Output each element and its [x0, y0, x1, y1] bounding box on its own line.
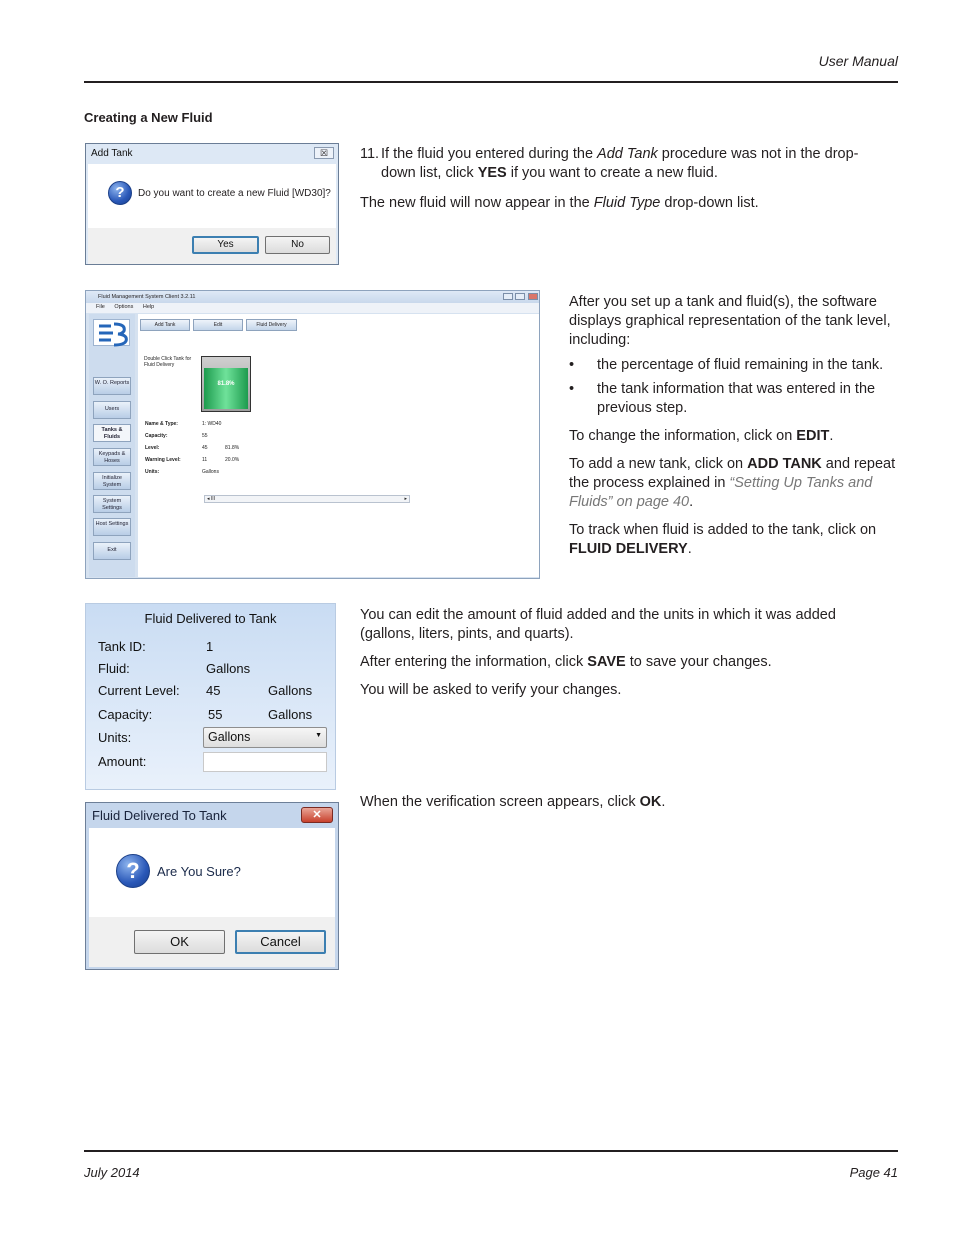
- step-11-text: [360, 145, 890, 222]
- current-level-value: 45: [206, 683, 221, 698]
- sidebar-tanks-fluids[interactable]: Tanks & Fluids: [93, 424, 131, 442]
- step-bold: YES: [477, 165, 507, 181]
- bullet-2: the tank information that was entered in the previous step.: [597, 381, 876, 416]
- menu-help[interactable]: Help: [142, 304, 155, 310]
- footer-rule: [84, 1150, 898, 1152]
- form-title: Fluid Delivered to Tank: [144, 611, 277, 626]
- step-text: procedure was not in the drop-down list, click: [381, 146, 859, 181]
- units-select[interactable]: [203, 727, 327, 748]
- form-para-3: You will be asked to verify your changes.: [360, 682, 622, 698]
- horizontal-scrollbar[interactable]: [204, 495, 410, 503]
- question-icon: ?: [116, 854, 150, 888]
- fluid-delivered-form: [85, 603, 336, 790]
- no-button[interactable]: No: [265, 236, 330, 254]
- ok-button[interactable]: OK: [134, 930, 225, 954]
- value-name-type: 1: WD40: [202, 421, 222, 427]
- fluid-label: Fluid:: [98, 661, 130, 676]
- capacity-unit: Gallons: [268, 707, 313, 722]
- capacity-label: Capacity:: [98, 707, 153, 722]
- add-text: and repeat the process explained in: [569, 456, 896, 491]
- cross-reference-link[interactable]: “Setting Up Tanks and Fluids” on page 40: [569, 475, 873, 510]
- warning-percent: 20.0%: [225, 457, 240, 463]
- footer-page: Page 41: [849, 1165, 898, 1180]
- confirm-title: Fluid Delivered To Tank: [92, 808, 227, 823]
- verify-text: [360, 793, 890, 821]
- menu-bar: [86, 303, 539, 313]
- sidebar-exit[interactable]: Exit: [93, 542, 131, 560]
- dialog-message: Do you want to create a new Fluid [WD30]?: [138, 188, 331, 199]
- edit-button[interactable]: Edit: [193, 319, 243, 331]
- form-para-2-bold: SAVE: [587, 654, 626, 670]
- units-label: Units:: [98, 730, 132, 745]
- question-icon: ?: [108, 181, 132, 205]
- verify-bold: OK: [639, 794, 662, 810]
- form-para-1: You can edit the amount of fluid added and the units in which it was added (gallons, liters, pints, and quarts).: [360, 607, 836, 642]
- label-units: Units:: [145, 469, 160, 475]
- graphic-description: [569, 293, 899, 568]
- verify-text-part: When the verification screen appears, click: [360, 794, 640, 810]
- after-text: drop-down list.: [660, 195, 759, 211]
- form-para-2: to save your changes.: [625, 654, 772, 670]
- dialog-footer: [88, 228, 336, 264]
- add-tank-dialog: [85, 143, 339, 265]
- sidebar-users[interactable]: Users: [93, 401, 131, 419]
- fms-window: [85, 290, 540, 579]
- label-warning-level: Warning Level:: [145, 457, 181, 463]
- form-description: [360, 606, 890, 709]
- edit-text: .: [829, 428, 834, 444]
- current-level-label: Current Level:: [98, 683, 180, 698]
- bullet: •: [569, 381, 575, 397]
- dialog-body: [88, 164, 336, 228]
- sidebar-keypads-hoses[interactable]: Keypads & Hoses: [93, 448, 131, 466]
- tank-fill: [204, 368, 248, 409]
- tank-percent: 81.8%: [217, 381, 235, 387]
- main-panel: [138, 314, 539, 577]
- add-bold: ADD TANK: [747, 456, 822, 472]
- graphic-intro: After you set up a tank and fluid(s), the software displays graphical representation of the tank level, including:: [569, 294, 891, 348]
- header-title: User Manual: [818, 53, 898, 69]
- footer-date: July 2014: [84, 1165, 140, 1180]
- track-text: .: [687, 541, 692, 557]
- scroll-left-icon[interactable]: ◂ III: [207, 496, 216, 502]
- maximize-button[interactable]: [515, 293, 525, 300]
- value-capacity: 55: [202, 433, 208, 439]
- track-bold: FLUID DELIVERY: [569, 541, 688, 557]
- tank-id-value: 1: [206, 639, 214, 654]
- add-text: .: [689, 494, 694, 510]
- amount-input[interactable]: [203, 752, 327, 772]
- capacity-value: 55: [208, 707, 223, 722]
- value-level: 45: [202, 445, 208, 451]
- chevron-down-icon: ▼: [315, 732, 322, 739]
- track-text: To track when fluid is added to the tank, click on: [569, 522, 877, 538]
- tank-graphic[interactable]: [201, 356, 251, 412]
- current-level-unit: Gallons: [268, 683, 313, 698]
- add-tank-button[interactable]: Add Tank: [140, 319, 190, 331]
- step-text: if you want to create a new fluid.: [506, 165, 718, 181]
- fluid-value: Gallons: [206, 661, 251, 676]
- confirm-footer: [89, 917, 335, 967]
- yes-button[interactable]: Yes: [192, 236, 259, 254]
- form-para-2: After entering the information, click: [360, 654, 588, 670]
- logo-icon: [93, 319, 130, 346]
- sidebar-initialize-system[interactable]: Initialize System: [93, 472, 131, 490]
- sidebar: [89, 314, 135, 577]
- sidebar-system-settings[interactable]: System Settings: [93, 495, 131, 513]
- after-italic: Fluid Type: [593, 195, 661, 211]
- label-level: Level:: [145, 445, 160, 451]
- sidebar-host-settings[interactable]: Host Settings: [93, 518, 131, 536]
- menu-options[interactable]: Options: [114, 304, 134, 310]
- bullet: •: [569, 357, 575, 373]
- section-title: Creating a New Fluid: [84, 110, 213, 125]
- label-name-type: Name & Type:: [145, 421, 178, 427]
- units-selected-value: Gallons: [208, 730, 251, 744]
- confirm-message: Are You Sure?: [157, 864, 241, 879]
- dialog-title: Add Tank: [91, 148, 133, 159]
- confirm-body: [89, 828, 335, 917]
- minimize-button[interactable]: [503, 293, 513, 300]
- bullet-1: the percentage of fluid remaining in the tank.: [597, 357, 884, 373]
- step-number: 11.: [360, 146, 380, 162]
- label-capacity: Capacity:: [145, 433, 168, 439]
- fluid-delivery-button[interactable]: Fluid Delivery: [246, 319, 297, 331]
- close-button[interactable]: [528, 293, 538, 300]
- cancel-button[interactable]: Cancel: [235, 930, 326, 954]
- sidebar-wo-reports[interactable]: W. O. Reports: [93, 377, 131, 395]
- window-title: Fluid Management System Client 3.2.11: [86, 291, 539, 303]
- value-units: Gallons: [202, 469, 219, 475]
- edit-text: To change the information, click on: [569, 428, 797, 444]
- value-warning-level: 11: [202, 457, 208, 463]
- add-text: To add a new tank, click on: [569, 456, 748, 472]
- edit-bold: EDIT: [796, 428, 830, 444]
- step-text: If the fluid you entered during the: [381, 146, 598, 162]
- close-icon[interactable]: ☒: [314, 147, 334, 159]
- scroll-right-icon[interactable]: ▸: [404, 496, 407, 502]
- tank-hint: Double Click Tank for Fluid Delivery: [144, 356, 192, 368]
- confirm-dialog: [85, 802, 339, 970]
- amount-label: Amount:: [98, 754, 147, 769]
- tank-id-label: Tank ID:: [98, 639, 146, 654]
- close-icon[interactable]: ✕: [301, 807, 333, 823]
- level-percent: 81.8%: [225, 445, 240, 451]
- verify-text-part: .: [661, 794, 666, 810]
- menu-file[interactable]: File: [96, 304, 105, 310]
- step-italic: Add Tank: [597, 146, 658, 162]
- after-text: The new fluid will now appear in the: [360, 195, 594, 211]
- header-rule: [84, 81, 898, 83]
